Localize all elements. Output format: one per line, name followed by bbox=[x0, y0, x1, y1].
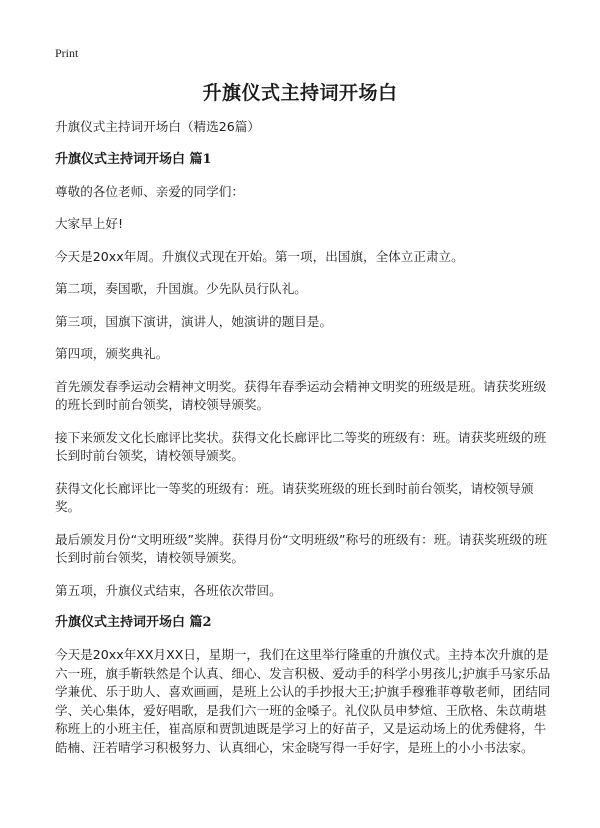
section-heading-1: 升旗仪式主持词开场白 篇1 bbox=[55, 151, 212, 167]
paragraph: 第二项，奏国歌，升国旗。少先队员行队礼。 bbox=[55, 281, 307, 296]
paragraph: 第五项，升旗仪式结束，各班依次带回。 bbox=[55, 582, 282, 598]
paragraph: 尊敬的各位老师、亲爱的同学们： bbox=[55, 183, 244, 199]
paragraph: 第四项，颁奖典礼。 bbox=[55, 346, 169, 361]
paragraph: 大家早上好! bbox=[55, 216, 124, 231]
paragraph: 第三项，国旗下演讲，演讲人，她演讲的题目是。 bbox=[55, 313, 333, 329]
paragraph: 获得文化长廊评比一等奖的班级有：班。请获奖班级的班长到时前台领奖，请校领导颁奖。 bbox=[55, 480, 534, 514]
document-subtitle: 升旗仪式主持词开场白（精选26篇） bbox=[55, 119, 260, 134]
paragraph: 今天是20xx年XX月XX日，星期一，我们在这里举行隆重的升旗仪式。主持本次升旗的是六一班，旗手靳轶然是个认真、细心、发言积极、爱动手的科学小男孩儿;护旗手马家乐品学兼优、乐于助人、喜欢画画，是班上公认的手抄报大王;护旗手穆雅菲尊敬老师，团结同学、关心集体，爱好唱歌，是我们六一班的金嗓子。礼仪队员申梦煊、王欣格、朱苡萌堪称班上的小班主任，崔高原和贾凯迪既是学习上的好苗子，又是运动场上的优秀健将，牛皓楠、汪若晴学习积极努力、认真细心，宋金晓写得一手好字，是班上的小小书法家。 bbox=[55, 647, 551, 755]
print-link[interactable]: Print bbox=[55, 46, 79, 60]
paragraph: 接下来颁发文化长廊评比奖状。获得文化长廊评比二等奖的班级有：班。请获奖班级的班长到时前台领奖，请校领导颁奖。 bbox=[55, 429, 547, 463]
paragraph: 今天是20xx年周。升旗仪式现在开始。第一项，出国旗，全体立正肃立。 bbox=[55, 248, 464, 264]
paragraph: 最后颁发月份“文明班级”奖牌。获得月份“文明班级”称号的班级有：班。请获奖班级的班长到时前台领奖，请校领导颁奖。 bbox=[55, 531, 548, 565]
section-heading-2: 升旗仪式主持词开场白 篇2 bbox=[55, 615, 212, 630]
document-body bbox=[55, 118, 555, 771]
paragraph: 首先颁发春季运动会精神文明奖。获得年春季运动会精神文明奖的班级是班。请获奖班级的班长到时前台领奖，请校领导颁奖。 bbox=[55, 378, 547, 412]
page-title: 升旗仪式主持词开场白 bbox=[202, 82, 398, 104]
